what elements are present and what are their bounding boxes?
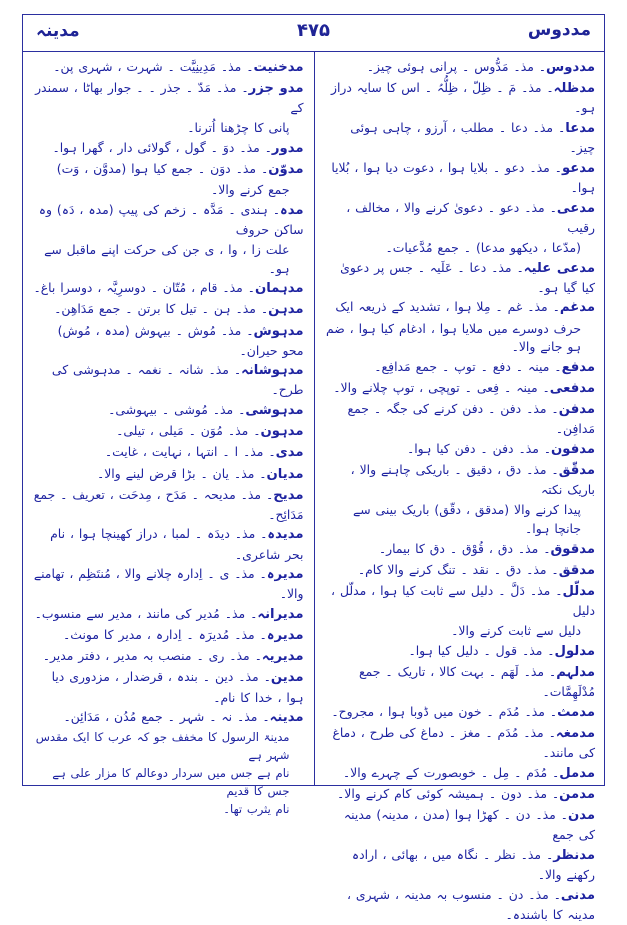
entry-headword: مدہ	[279, 202, 304, 218]
entry-headword: مدعی	[556, 200, 595, 216]
entry-headword: مدیدہ	[267, 527, 304, 543]
entry-headword: مدفن	[558, 402, 595, 418]
entry-headword: مدینہ	[269, 710, 304, 726]
dictionary-entry	[32, 729, 304, 764]
dictionary-entry	[32, 139, 304, 159]
entry-definition: پیدا کرنے والا (مدقق ، دقّق) باریک بینی سے جانچا ہوا۔	[352, 502, 581, 537]
page-columns	[22, 52, 605, 922]
entry-definition: ۔ مذ۔ دفن ۔ دفن کرنے کی جگہ ۔ جمع مَدافِن۔	[347, 401, 595, 437]
entry-definition: ۔ مذ۔ مَ ۔ ظِلّ ، ظِلُّہُ ۔ اس کا سایہ دراز ہو۔	[330, 80, 595, 116]
entry-definition: ۔ مذ۔ مُوَن ۔ مَیلی ، تیلی۔	[116, 423, 261, 439]
dictionary-entry	[325, 358, 596, 378]
entry-definition: ۔ مذ۔ دق ، دقیق ۔ باریکی چاہنے والا ، باریک نکتہ	[350, 462, 595, 498]
dictionary-entry	[325, 886, 596, 925]
dictionary-entry	[32, 58, 304, 78]
dictionary-entry	[325, 239, 596, 258]
entry-definition: ۔ مذ۔ دعا ۔ عَلَیہ ۔ جس پر دعویٰ کیا گیا ہو۔	[340, 259, 595, 295]
dictionary-entry	[325, 540, 596, 560]
entry-definition: ۔ مذ۔ دعو ۔ بلایا ہوا ، دعوت دیا ہوا ، بُلایا ہوا۔	[331, 159, 595, 195]
dictionary-entry	[32, 322, 304, 361]
header-left-title: مدینہ	[36, 21, 80, 41]
entry-definition: ۔ مذ۔ مُدیر کی مانند ، مدیر سے منسوب۔	[34, 606, 258, 622]
entry-definition: ۔ مذ۔ دوَ ۔ گول ، گولائی دار ، گھرا ہوا۔	[52, 139, 272, 155]
entry-headword: مدی	[275, 445, 304, 461]
dictionary-entry	[32, 300, 304, 320]
entry-headword: مدغم	[559, 300, 595, 316]
dictionary-entry	[325, 199, 596, 238]
dictionary-entry	[325, 622, 596, 641]
entry-headword: مدلہم	[556, 664, 595, 680]
entry-headword: مدین	[270, 670, 304, 686]
entry-definition: ۔ مُدَم ۔ مِل ۔ خوبصورت کے چہرے والا۔	[342, 764, 560, 780]
dictionary-entry	[32, 160, 304, 180]
dictionary-entry	[325, 159, 596, 198]
entry-definition: ۔ مذ۔ دن ۔ منسوب بہ مدینہ ، شہری ، مدینہ کا باشندہ۔	[346, 886, 595, 922]
entry-headword: مدیرہ	[266, 567, 304, 583]
entry-definition: ۔ مذ۔ مُوش ۔ بیہوش (مدہ ، مُوش) محو حیران۔	[57, 322, 304, 358]
entry-headword: مدیرانہ	[257, 607, 304, 623]
dictionary-entry	[32, 422, 304, 442]
entry-definition: پانی کا چڑھنا اُترنا۔	[187, 119, 290, 135]
dictionary-entry	[325, 440, 596, 460]
entry-definition: ۔ مذ۔ قام ، مُتّان ۔ دوسرِیَّہ ، دوسرا باغ۔	[33, 280, 255, 296]
entry-definition: ۔ مذ۔ دفن ۔ دفن کیا ہوا۔	[406, 441, 552, 457]
entry-definition: جمع کرنے والا۔	[211, 181, 290, 197]
entry-definition: ۔ مذ۔ مُوشی ۔ بیہوشی۔	[108, 402, 246, 418]
entry-definition: ۔ مذ۔ ی ۔ اِدارہ چلانے والا ، مُنتَظِم ، تھامنے والا۔	[33, 566, 304, 602]
dictionary-entry	[32, 361, 304, 400]
entry-definition: ۔ مذ۔ مُدیرَہ ۔ اِدارہ ، مدیر کا مونث۔	[63, 627, 267, 643]
entry-definition: ۔ مذ۔ مدیحہ ۔ مَدَح ، مِدحَت ، تعریف ۔ جمع مَدَائِح۔	[33, 486, 304, 522]
entry-headword: مدہون	[260, 424, 304, 440]
entry-definition: ۔ مذ۔ مُدَم ۔ خون میں ڈوبا ہوا ، مجروح۔	[331, 703, 558, 719]
entry-definition: ۔ مذ۔ قول ۔ دلیل کیا ہوا۔	[408, 642, 555, 658]
dictionary-entry	[32, 241, 304, 279]
dictionary-entry	[32, 119, 304, 138]
entry-definition: ۔ مذ۔ لَھَم ۔ بہت کالا ، تاریک ۔ جمع مُدْلَهِمَّات۔	[359, 663, 595, 699]
entry-definition: ۔ مینہ ۔ دفع ۔ توپ ۔ جمع مَدافِع۔	[374, 359, 562, 375]
entry-headword: مدعا	[565, 120, 595, 136]
page-header	[22, 14, 605, 52]
dictionary-entry	[32, 201, 304, 240]
dictionary-entry	[32, 668, 304, 707]
entry-headword: مدفعی	[549, 381, 595, 397]
entry-definition: ۔ مذ۔ ہن ۔ تیل کا برتن ۔ جمع مَدَاهِن۔	[54, 301, 269, 317]
dictionary-entry	[325, 561, 596, 581]
entry-headword: مددوس	[546, 60, 595, 75]
entry-headword: مدیریہ	[261, 649, 304, 665]
entry-definition: ۔ مذ۔ مُدَم ۔ مغز ۔ دماغ کی طرح ، دماغ کی مانند۔	[332, 724, 595, 760]
entry-headword: مدور	[271, 140, 304, 156]
entry-headword: مدو جزر	[248, 81, 304, 97]
entry-definition: ۔ مذ۔ دین ۔ بندہ ، قرضدار ، مزدوری دیا ہوا ، خدا کا نام۔	[51, 669, 304, 705]
entry-headword: مدظلہ	[553, 81, 595, 97]
entry-definition: حرف دوسرے میں ملایا ہوا ، ادغام کیا ہوا ، ضم ہو جانے والا۔	[325, 320, 581, 355]
entry-headword: مدعی علیہ	[523, 260, 595, 276]
dictionary-entry	[32, 565, 304, 604]
entry-headword: مدہن	[268, 302, 304, 318]
entry-headword: مدمغہ	[555, 725, 595, 741]
entry-headword: مدہوشی	[245, 403, 304, 419]
dictionary-entry	[325, 846, 596, 885]
entry-headword: مدمل	[559, 765, 595, 781]
entry-headword: مدقوق	[550, 541, 595, 557]
entry-headword: مدیرہ	[266, 628, 304, 644]
entry-definition: نام یثرب تھا۔	[223, 802, 290, 816]
entry-definition: ۔ مذ۔ دوَن ۔ جمع کیا ہوا (مدوَّن ، وَت)	[56, 160, 269, 176]
entry-definition: ۔ مذ۔ دعا ۔ مطلب ، آرزو ، چاہی ہوئی چیز۔	[350, 119, 595, 156]
entry-definition: ۔ مذ۔ ری ۔ منصب بہ مدیر ، دفتر مدیر۔	[42, 648, 262, 664]
dictionary-entry	[325, 461, 596, 500]
entry-headword: مدعو	[561, 160, 595, 176]
entry-headword: مدلّل	[562, 584, 595, 599]
entry-definition: ۔ مذ۔ غم ۔ مِلا ہوا ، تشدید کے ذریعہ ایک	[335, 299, 560, 315]
entry-headword: مدخنیت	[253, 60, 304, 75]
entry-headword: مدہوش	[253, 323, 304, 339]
entry-definition: ۔ مذ۔ ا ۔ انتہا ، نہایت ، غایت۔	[104, 444, 276, 460]
dictionary-entry	[325, 663, 596, 702]
entry-definition: ۔ مذ۔ مَدُّوس ۔ پرانی ہوئی چیز۔	[366, 59, 547, 74]
dictionary-entry	[32, 525, 304, 564]
entry-definition: ۔ مذ۔ دعو ۔ دعویٰ کرنے والا ، مخالف ، رقیب	[346, 199, 595, 235]
dictionary-entry	[325, 58, 596, 78]
dictionary-entry	[325, 298, 596, 318]
entry-definition: ۔ مذ۔ دق ۔ نقد ۔ تنگ کرنے والا کام۔	[357, 561, 559, 577]
entry-definition: ۔ مذ۔ دَلَّ ۔ دلیل سے ثابت کیا ہوا ، مدلّل ، دلیل	[331, 583, 595, 619]
dictionary-entry	[325, 764, 596, 784]
dictionary-entry	[325, 724, 596, 763]
entry-definition: مدینۃ الرسول کا مخفف جو کہ عرب کا ایک مقدس شہر ہے	[35, 730, 290, 762]
entry-headword: مدہمان	[254, 281, 304, 297]
entry-definition: (مدّعا ، دیکھو مدعا) ۔ جمع مُدَّعیات۔	[385, 239, 581, 255]
entry-definition: ۔ مذ۔ دن ۔ کھڑا ہوا (مدن ، مدینہ) مدینہ کی جمع	[343, 806, 595, 842]
dictionary-entry	[32, 279, 304, 299]
entry-headword: مدمث	[557, 704, 595, 720]
dictionary-entry	[325, 642, 596, 662]
entry-definition: ۔ مذ۔ مَدِینِیَّت ۔ شہرت ، شہری پن۔	[53, 59, 254, 74]
entry-definition: ۔ مذ۔ مَدّ ۔ جذر ۔ ۔ جوار بھاٹا ، سمندر کے	[35, 80, 304, 116]
entry-definition: ۔ مذ۔ دیدَہ ۔ لمبا ، دراز کھینچا ہوا ، نام بحر شاعری۔	[50, 526, 304, 562]
dictionary-entry	[32, 647, 304, 667]
entry-definition: نام ہے جس میں سردار دوعالم کا مزار علی ہے جس کا قدیم	[52, 766, 290, 798]
entry-headword: مدن	[567, 807, 595, 823]
entry-definition: ۔ ہندی ۔ مَدَّہ ۔ زخم کی پیپ (مدہ ، دَہ) وہ ساکن حروف	[38, 201, 304, 237]
dictionary-entry	[325, 501, 596, 539]
dictionary-entry	[32, 801, 304, 818]
column-left	[22, 52, 314, 816]
dictionary-entry	[325, 400, 596, 439]
dictionary-entry	[32, 79, 304, 118]
dictionary-entry	[32, 626, 304, 646]
entry-headword: مدقق	[558, 562, 595, 578]
entry-definition: ۔ مذ۔ دون ۔ ہمیشہ کوئی کام کرنے والا۔	[337, 785, 560, 801]
dictionary-entry	[32, 486, 304, 525]
entry-definition: دلیل سے ثابت کرنے والا۔	[451, 622, 581, 638]
entry-definition: ۔ مذ۔ نہ ۔ شہر ۔ جمع مُدُن ، مَدَائِن۔	[63, 709, 270, 725]
entry-headword: مدنظر	[553, 847, 595, 863]
entry-headword: مدلول	[554, 643, 595, 659]
entry-headword: مدقّق	[558, 463, 595, 479]
entry-definition: ۔ مذ۔ نظر ۔ نگاہ میں ، بھائی ، ارادہ رکھنے والا۔	[351, 846, 595, 882]
dictionary-entry	[325, 79, 596, 118]
dictionary-entry	[325, 806, 596, 845]
entry-definition: ۔ مینہ ۔ فِعی ۔ توپچی ، توپ چلانے والا۔	[333, 380, 550, 396]
dictionary-entry	[32, 708, 304, 728]
dictionary-entry	[325, 582, 596, 621]
dictionary-entry	[32, 401, 304, 421]
entry-headword: مدہوشانہ	[241, 363, 304, 379]
dictionary-entry	[32, 465, 304, 485]
entry-definition: ۔ مذ۔ شانہ ۔ نغمہ ۔ مدہوشی کی طرح۔	[51, 362, 304, 398]
entry-headword: مدفع	[561, 360, 595, 376]
dictionary-entry	[32, 605, 304, 625]
entry-headword: مدمن	[559, 786, 595, 802]
entry-definition: ۔ مذ۔ یان ۔ بڑا قرض لینے والا۔	[96, 465, 267, 481]
entry-headword: مدنی	[560, 887, 595, 903]
entry-definition: ۔ مذ۔ دق ، قُوْق ۔ دق کا بیمار۔	[378, 540, 551, 556]
dictionary-entry	[325, 703, 596, 723]
dictionary-entry	[325, 119, 596, 158]
dictionary-entry	[32, 765, 304, 800]
entry-headword: مدوّن	[268, 161, 304, 177]
dictionary-entry	[325, 320, 596, 358]
dictionary-entry	[325, 785, 596, 805]
header-right-title: مددوس	[527, 20, 591, 40]
dictionary-entry	[325, 379, 596, 399]
entry-headword: مدیح	[273, 487, 304, 503]
column-right	[314, 52, 606, 922]
dictionary-entry	[325, 259, 596, 298]
entry-definition: علت زا ، وا ، ی جن کی حرکت اپنے ماقبل سے ہو۔	[44, 241, 290, 276]
entry-headword: مدیان	[266, 466, 304, 482]
page-number: ۵۷۴	[297, 20, 330, 41]
dictionary-entry	[32, 181, 304, 200]
dictionary-entry	[32, 443, 304, 463]
entry-headword: مدفون	[551, 442, 595, 458]
